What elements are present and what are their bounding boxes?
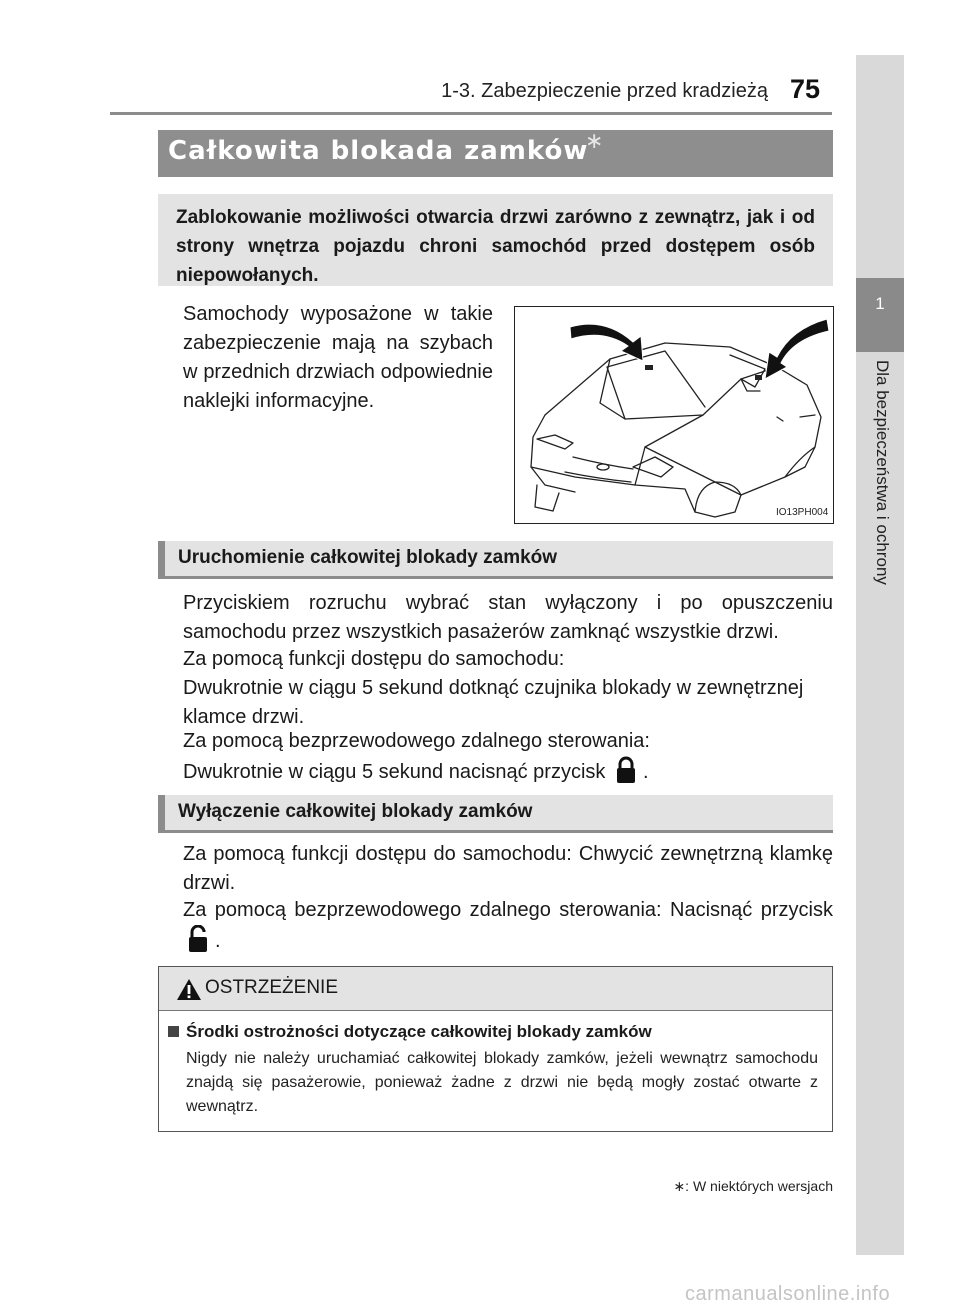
footnote: ∗: W niektórych wersjach xyxy=(673,1178,833,1194)
warning-body: Nigdy nie należy uruchamiać całkowitej blokady zamków, jeżeli wewnątrz samochodu znajdą się pasażerowie, ponieważ żadne z drzwi nie będą mogły zostać otwarte z wewnątrz. xyxy=(186,1050,818,1115)
warning-header xyxy=(159,967,832,1011)
lock-open-icon xyxy=(187,925,209,953)
activation-smart-access xyxy=(183,645,833,732)
warning-box xyxy=(158,966,833,1132)
section-title: Całkowita blokada zamków xyxy=(168,136,589,166)
warning-triangle-icon xyxy=(176,978,202,1001)
warning-title-text: Środki ostrożności dotyczące całkowitej blokady zamków xyxy=(186,1022,652,1041)
running-header-section: 1-3. Zabezpieczenie przed kradzieżą xyxy=(441,80,768,102)
warning-title xyxy=(168,1022,652,1042)
deactivation-remote-text: Za pomocą bezprzewodowego zdalnego sterowania: Nacisnąć przycisk xyxy=(183,899,833,921)
activation-heading: Uruchomienie całkowitej blokady zamków xyxy=(158,541,833,579)
activation-step: Przyciskiem rozruchu wybrać stan wyłączony i po opuszczeniu samochodu przez wszystkich pasażerów zamknąć wszystkie drzwi. xyxy=(183,592,833,643)
activation-remote-end: . xyxy=(642,761,649,783)
figure-code: IO13PH004 xyxy=(776,507,829,518)
title-footnote-mark: ∗ xyxy=(585,128,604,153)
deactivation-heading: Wyłączenie całkowitej blokady zamków xyxy=(158,795,833,833)
deactivation-smart-text: Za pomocą funkcji dostępu do samochodu: Chwycić zewnętrzną klamkę drzwi. xyxy=(183,843,833,894)
activation-remote-label: Za pomocą bezprzewodowego zdalnego sterowania: xyxy=(183,730,650,752)
intro-summary-box: Zablokowanie możliwości otwarcia drzwi zarówno z zewnątrz, jak i od strony wnętrza pojazdu chroni samochód przed dostępem osób niepowołanych. xyxy=(158,194,833,286)
activation-remote-line xyxy=(183,756,833,787)
page-number: 75 xyxy=(790,74,821,104)
watermark: carmanualsonline.info xyxy=(685,1283,891,1305)
activation-smart-text: Dwukrotnie w ciągu 5 sekund dotknąć czujnika blokady w zewnętrznej klamce drzwi. xyxy=(183,677,804,728)
chapter-side-tab xyxy=(856,55,904,1255)
deactivation-remote-end: . xyxy=(215,930,221,952)
car-illustration xyxy=(514,306,834,524)
bullet-square-icon xyxy=(168,1026,179,1037)
header-divider xyxy=(110,112,832,115)
activation-remote-text: Dwukrotnie w ciągu 5 sekund nacisnąć przycisk xyxy=(183,761,606,783)
chapter-number-tab: 1 xyxy=(856,278,904,352)
lock-closed-icon xyxy=(615,756,637,784)
activation-remote xyxy=(183,727,833,787)
warning-label: OSTRZEŻENIE xyxy=(205,977,339,998)
activation-smart-label: Za pomocą funkcji dostępu do samochodu: xyxy=(183,648,565,670)
figure-description: Samochody wyposażone w takie zabezpieczenie mają na szybach w przednich drzwiach odpowiednie naklejki informacyjne. xyxy=(183,303,493,412)
chapter-title-vertical: Dla bezpieczeństwa i ochrony xyxy=(873,360,892,585)
deactivation-remote xyxy=(183,896,833,956)
car-drawing xyxy=(515,307,835,525)
